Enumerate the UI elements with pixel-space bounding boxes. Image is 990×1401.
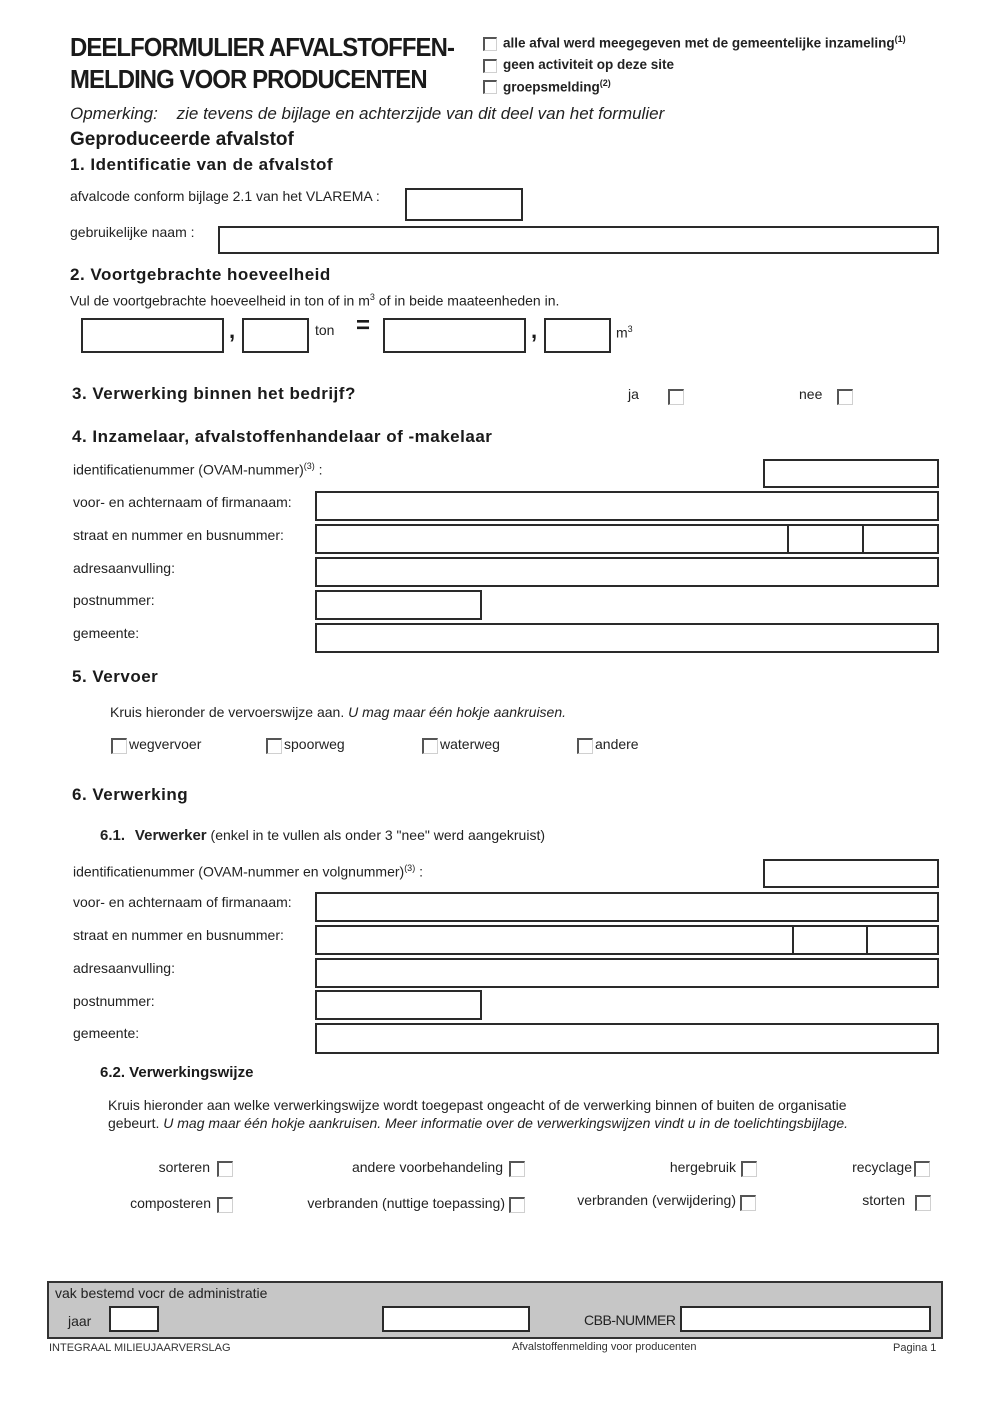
option-checkbox-municipal[interactable] (483, 37, 497, 51)
no-checkbox[interactable] (837, 389, 853, 405)
method-checkbox-storten[interactable] (915, 1195, 931, 1211)
s6-name-label: voor- en achternaam of firmanaam: (73, 894, 292, 910)
afvalcode-label: afvalcode conform bijlage 2.1 van het VLAREMA : (70, 188, 380, 204)
s4-addr-input[interactable] (317, 559, 937, 585)
ton-decimal-field[interactable] (242, 318, 309, 353)
unit-m3: $m^3$ (616, 324, 633, 341)
s4-street-label: straat en nummer en busnummer: (73, 527, 284, 543)
admin-middle-input[interactable] (384, 1308, 528, 1330)
s4-bus-input[interactable] (864, 526, 937, 552)
no-label: nee (799, 386, 823, 402)
admin-year-label: jaar (68, 1313, 92, 1329)
s6-bus-input[interactable] (868, 927, 937, 953)
method-checkbox-verbranden-nuttig[interactable] (509, 1197, 525, 1213)
section1-heading: 1. Identificatie van de afvalstof (70, 155, 334, 174)
s6-id-label: identificatienummer (OVAM-nummer en volgnummer)$^{(3)}$ : (73, 863, 423, 880)
s4-name-label: voor- en achternaam of firmanaam: (73, 494, 292, 510)
method-label-verbranden-verwijdering: verbranden (verwijdering) (577, 1192, 736, 1208)
s6-street-input[interactable] (317, 927, 792, 953)
transport-label-other: andere (595, 736, 639, 752)
footer-center: Afvalstoffenmelding voor producenten (512, 1341, 697, 1353)
s6-street-label: straat en nummer en busnummer: (73, 927, 284, 943)
method-checkbox-sorteren[interactable] (217, 1161, 233, 1177)
s6-id-input[interactable] (765, 861, 937, 886)
section6-2-instruction-line2: gebeurt. U mag maar één hokje aankruisen. Meer informatie over de verwerkingswijzen vindt u in de toelichtingsbijlage. (108, 1115, 849, 1131)
yes-checkbox[interactable] (668, 389, 684, 405)
m3-decimal-separator: , (531, 318, 538, 343)
s6-postal-label: postnummer: (73, 993, 155, 1009)
s4-id-label: identificatienummer (OVAM-nummer)$^{(3)}$ : (73, 461, 323, 478)
section3-heading: 3. Verwerking binnen het bedrijf? (72, 384, 356, 403)
section4-heading: 4. Inzamelaar, afvalstoffenhandelaar of -makelaar (72, 427, 493, 446)
s4-number-field[interactable] (787, 524, 864, 554)
s6-street-field[interactable] (315, 925, 794, 955)
s4-name-input[interactable] (317, 493, 937, 519)
transport-checkbox-other[interactable] (577, 738, 593, 754)
footer-left: INTEGRAAL MILIEUJAARVERSLAG (49, 1342, 231, 1354)
m3-decimal-input[interactable] (546, 320, 609, 351)
option-checkbox-group[interactable] (483, 80, 497, 94)
transport-checkbox-road[interactable] (111, 738, 127, 754)
s6-addr-label: adresaanvulling: (73, 960, 175, 976)
s4-addr-field[interactable] (315, 557, 939, 587)
transport-checkbox-water[interactable] (422, 738, 438, 754)
option-label-municipal: alle afval werd meegegeven met de gemeentelijke inzameling$^{(1)}$ (503, 34, 906, 51)
admin-cbb-label: CBB-NUMMER (584, 1312, 676, 1328)
admin-cbb-field[interactable] (680, 1306, 931, 1332)
s4-city-label: gemeente: (73, 625, 140, 641)
s4-bus-field[interactable] (862, 524, 939, 554)
s6-postal-field[interactable] (315, 990, 482, 1020)
s4-id-input[interactable] (765, 461, 937, 486)
remark-text: zie tevens de bijlage en achterzijde van dit deel van het formulier (176, 104, 665, 123)
ton-decimal-input[interactable] (244, 320, 307, 351)
s4-city-field[interactable] (315, 623, 939, 653)
admin-year-input[interactable] (111, 1308, 157, 1330)
s4-street-field[interactable] (315, 524, 789, 554)
method-label-andere-voorbehandeling: andere voorbehandeling (351, 1159, 503, 1175)
transport-label-road: wegvervoer (129, 736, 202, 752)
section5-instruction: Kruis hieronder de vervoerswijze aan. U mag maar één hokje aankruisen. (110, 704, 567, 720)
s6-bus-field[interactable] (866, 925, 939, 955)
section6-2-instruction-line1: Kruis hieronder aan welke verwerkingswijze wordt toegepast ongeacht of de verwerking binnen of buiten de organisatie (108, 1097, 847, 1113)
admin-title: vak bestemd vocr de administratie (55, 1285, 268, 1301)
s4-street-input[interactable] (317, 526, 787, 552)
transport-label-water: waterweg (440, 736, 500, 752)
yes-label: ja (628, 386, 639, 402)
unit-ton: ton (315, 322, 335, 338)
transport-checkbox-rail[interactable] (266, 738, 282, 754)
s6-number-field[interactable] (792, 925, 868, 955)
s6-city-input[interactable] (317, 1025, 937, 1052)
ton-integer-field[interactable] (81, 318, 224, 353)
s6-id-field[interactable] (763, 859, 939, 888)
equals-sign: = (356, 312, 371, 339)
method-checkbox-recyclage[interactable] (914, 1161, 930, 1177)
method-checkbox-hergebruik[interactable] (741, 1161, 757, 1177)
s4-postal-label: postnummer: (73, 592, 155, 608)
option-label-no-activity: geen activiteit op deze site (503, 57, 675, 72)
method-label-recyclage: recyclage (852, 1159, 912, 1175)
subtitle: Geproduceerde afvalstof (70, 129, 294, 150)
naam-input[interactable] (220, 228, 937, 252)
s4-city-input[interactable] (317, 625, 937, 651)
s4-id-field[interactable] (763, 459, 939, 488)
section2-instruction: Vul de voortgebrachte hoeveelheid in ton of in $m^3$ of in beide maateenheden in. (70, 292, 560, 309)
section6-heading: 6. Verwerking (72, 785, 189, 804)
admin-middle-field[interactable] (382, 1306, 530, 1332)
method-label-verbranden-nuttig: verbranden (nuttige toepassing) (307, 1195, 505, 1211)
ton-decimal-separator: , (229, 318, 236, 343)
remark (70, 104, 664, 124)
section2-heading: 2. Voortgebrachte hoeveelheid (70, 265, 331, 284)
admin-cbb-input[interactable] (682, 1308, 929, 1330)
remark-label: Opmerking: (70, 104, 158, 123)
naam-field[interactable] (218, 226, 939, 254)
section6-1-heading: 6.1. Verwerker (enkel in te vullen als onder 3 "nee" werd aangekruist) (100, 827, 546, 844)
s4-name-field[interactable] (315, 491, 939, 521)
transport-label-rail: spoorweg (284, 736, 345, 752)
s6-postal-input[interactable] (317, 992, 480, 1018)
form-title-line2: MELDING VOOR PRODUCENTEN (70, 64, 427, 94)
ton-integer-input[interactable] (83, 320, 222, 351)
m3-decimal-field[interactable] (544, 318, 611, 353)
s6-addr-input[interactable] (317, 960, 937, 986)
method-checkbox-verbranden-verwijdering[interactable] (740, 1195, 756, 1211)
method-label-storten: storten (862, 1192, 905, 1208)
method-label-sorteren: sorteren (158, 1159, 210, 1175)
section6-2-heading: 6.2. Verwerkingswijze (100, 1064, 254, 1081)
admin-panel (47, 1281, 943, 1339)
option-label-group: groepsmelding$^{(2)}$ (503, 78, 611, 95)
form-title-line1: DEELFORMULIER AFVALSTOFFEN- (70, 32, 454, 62)
method-label-hergebruik: hergebruik (669, 1159, 736, 1175)
method-checkbox-andere-voorbehandeling[interactable] (509, 1161, 525, 1177)
s6-city-label: gemeente: (73, 1025, 140, 1041)
method-checkbox-composteren[interactable] (217, 1197, 233, 1213)
afvalcode-field[interactable] (405, 188, 523, 221)
s6-number-input[interactable] (794, 927, 866, 953)
option-checkbox-no-activity[interactable] (483, 59, 497, 73)
s6-name-input[interactable] (317, 894, 937, 920)
naam-label: gebruikelijke naam : (70, 224, 195, 240)
m3-integer-field[interactable] (383, 318, 526, 353)
method-label-composteren: composteren (130, 1195, 211, 1211)
s4-number-input[interactable] (789, 526, 862, 552)
admin-year-field[interactable] (109, 1306, 159, 1332)
footer-page: Pagina 1 (893, 1342, 937, 1354)
s6-city-field[interactable] (315, 1023, 939, 1054)
m3-integer-input[interactable] (385, 320, 524, 351)
s4-addr-label: adresaanvulling: (73, 560, 175, 576)
s4-postal-field[interactable] (315, 590, 482, 620)
section5-heading: 5. Vervoer (72, 667, 159, 686)
s6-addr-field[interactable] (315, 958, 939, 988)
afvalcode-input[interactable] (407, 190, 521, 219)
s6-name-field[interactable] (315, 892, 939, 922)
s4-postal-input[interactable] (317, 592, 480, 618)
